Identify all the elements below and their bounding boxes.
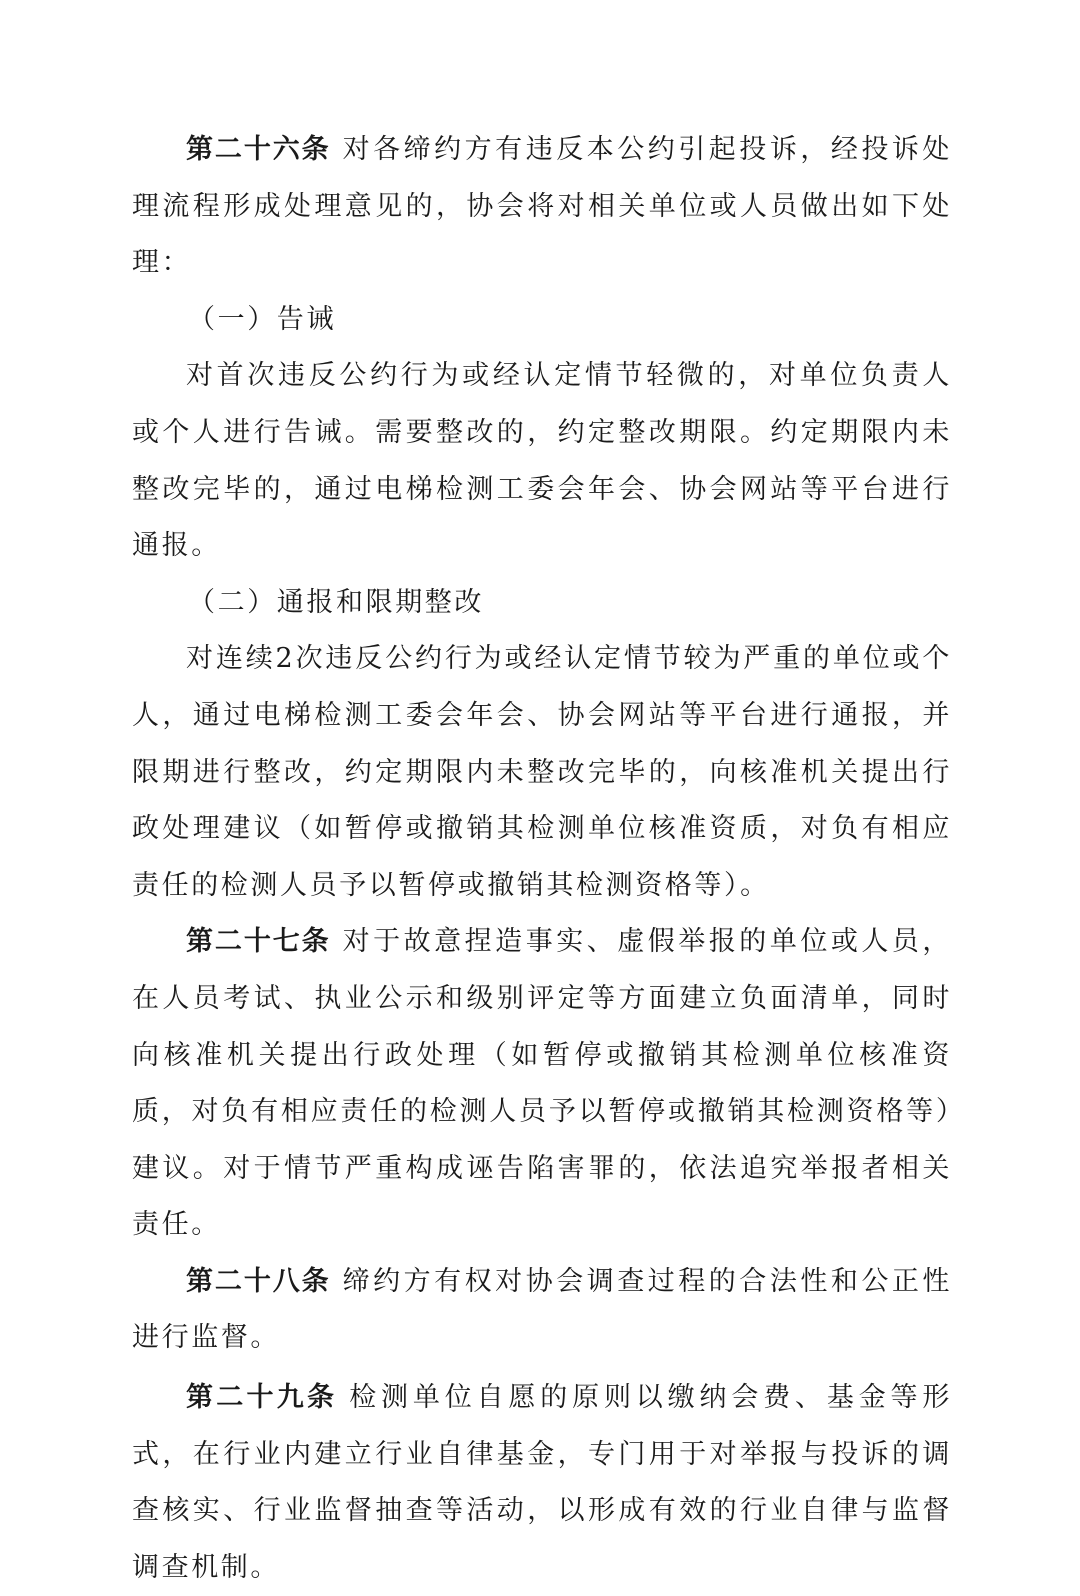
article-28-text: 缔约方有权对协会调查过程的合法性和公正性进行监督。 (132, 1265, 953, 1354)
article-28 (132, 1254, 952, 1367)
article-26-item-1-title: （一）告诫 (188, 303, 336, 335)
article-26-item-2-text: 对连续2次违反公约行为或经认定情节较为严重的单位或个人，通过电梯检测工委会年会、协会网站等平台进行通报，并限期进行整改，约定期限内未整改完毕的，向核准机关提出行政处理建议（如暂停或撤销其检测单位核准资质，对负有相应责任的检测人员予以暂停或撤销其检测资格等）。 (132, 643, 952, 901)
article-27 (132, 914, 952, 1254)
article-26 (132, 122, 952, 292)
article-27-label: 第二十七条 (186, 926, 331, 958)
article-28-label: 第二十八条 (186, 1265, 331, 1297)
article-26-item-2-title: （二）通报和限期整改 (188, 586, 484, 618)
article-29 (132, 1370, 952, 1596)
article-29-text: 检测单位自愿的原则以缴纳会费、基金等形式，在行业内建立行业自律基金，专门用于对举报与投诉的调查核实、行业监督抽查等活动，以形成有效的行业自律与监督调查机制。 (132, 1382, 952, 1583)
article-26-label: 第二十六条 (186, 134, 331, 165)
article-27-text: 对于故意捏造事实、虚假举报的单位或人员，在人员考试、执业公示和级别评定等方面建立负面清单，同时向核准机关提出行政处理（如暂停或撤销其检测单位核准资质，对负有相应责任的检测人员予以暂停或撤销其检测资格等）建议。对于情节严重构成诬告陷害罪的，依法追究举报者相关责任。 (132, 926, 953, 1241)
article-26-item-1-text: 对首次违反公约行为或经认定情节轻微的，对单位负责人或个人进行告诫。需要整改的，约定整改期限。约定期限内未整改完毕的，通过电梯检测工委会年会、协会网站等平台进行通报。 (132, 360, 952, 562)
article-26-text: 对各缔约方有违反本公约引起投诉，经投诉处理流程形成处理意见的，协会将对相关单位或人员做出如下处理： (132, 134, 953, 279)
article-29-label: 第二十九条 (186, 1382, 338, 1414)
document-page (132, 122, 952, 1596)
